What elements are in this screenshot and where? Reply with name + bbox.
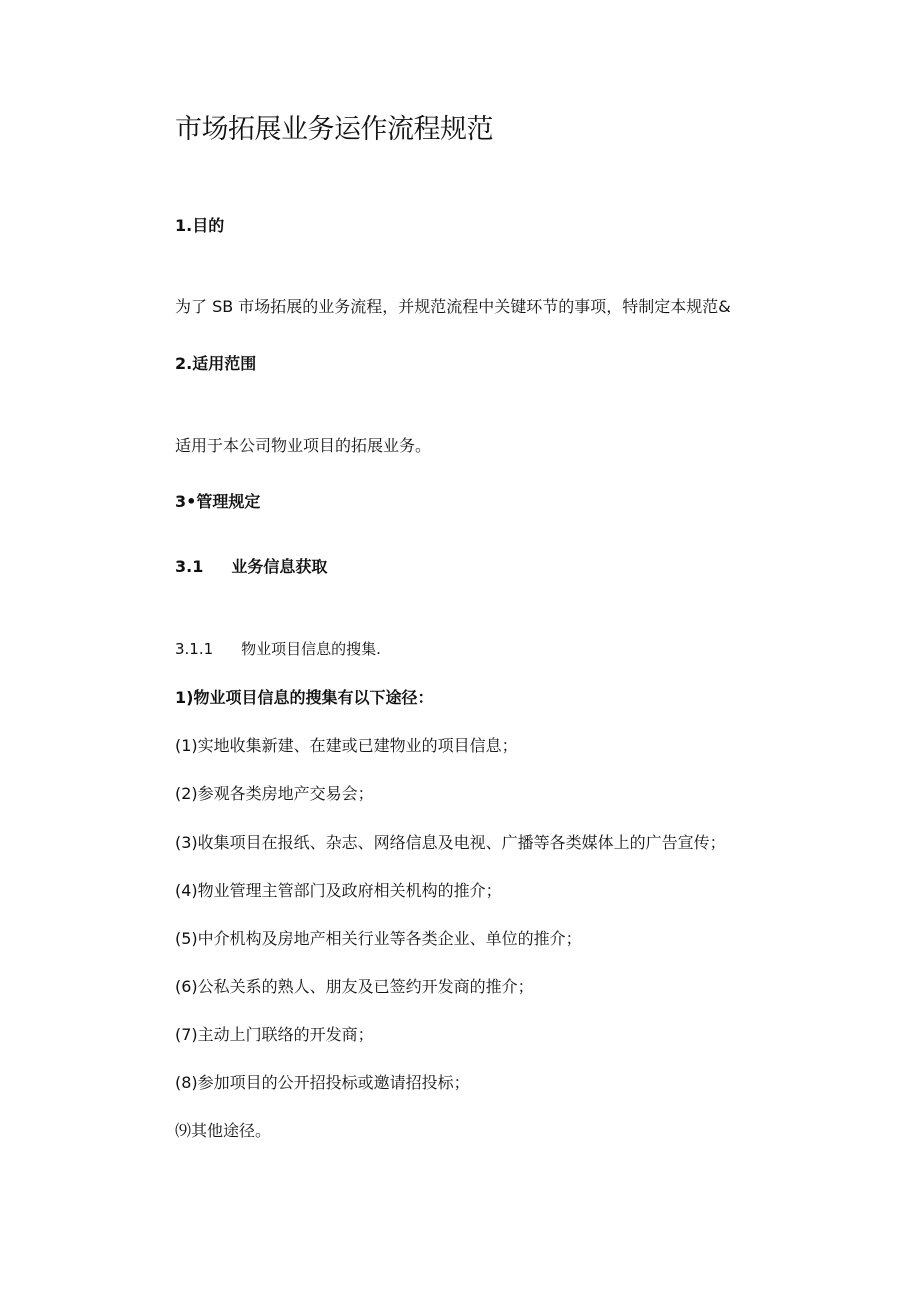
list-item: ⑼其他途径。 — [175, 1121, 272, 1140]
channels-heading: 1)物业项目信息的搜集有以下途径： — [175, 688, 434, 707]
document-title: 市场拓展业务运作流程规范 — [175, 114, 493, 145]
item-number: 3.1.1 — [175, 640, 214, 658]
subsection-number: 3.1 — [175, 557, 204, 576]
scope-text: 适用于本公司物业项目的拓展业务。 — [175, 436, 432, 455]
purpose-heading: 1.目的 — [175, 216, 225, 235]
list-item: (1)实地收集新建、在建或已建物业的项目信息； — [175, 736, 518, 755]
item-title: 物业项目信息的搜集. — [241, 640, 381, 658]
item-heading — [175, 642, 381, 657]
list-item: (6)公私关系的熟人、朋友及已签约开发商的推介； — [175, 977, 534, 996]
subsection-title: 业务信息获取 — [231, 557, 328, 576]
list-item: (8)参加项目的公开招投标或邀请招投标； — [175, 1073, 470, 1092]
list-item: (5)中介机构及房地产相关行业等各类企业、单位的推介； — [175, 929, 582, 948]
list-item: (3)收集项目在报纸、杂志、网络信息及电视、广播等各类媒体上的广告宣传； — [175, 833, 726, 852]
management-heading: 3•管理规定 — [175, 492, 261, 511]
list-item: (2)参观各类房地产交易会； — [175, 784, 374, 803]
subsection-heading — [175, 559, 327, 575]
purpose-text: 为了 SB 市场拓展的业务流程，并规范流程中关键环节的事项，特制定本规范& — [175, 297, 731, 316]
scope-heading: 2.适用范围 — [175, 354, 257, 373]
list-item: (7)主动上门联络的开发商； — [175, 1025, 374, 1044]
list-item: (4)物业管理主管部门及政府相关机构的推介； — [175, 881, 502, 900]
